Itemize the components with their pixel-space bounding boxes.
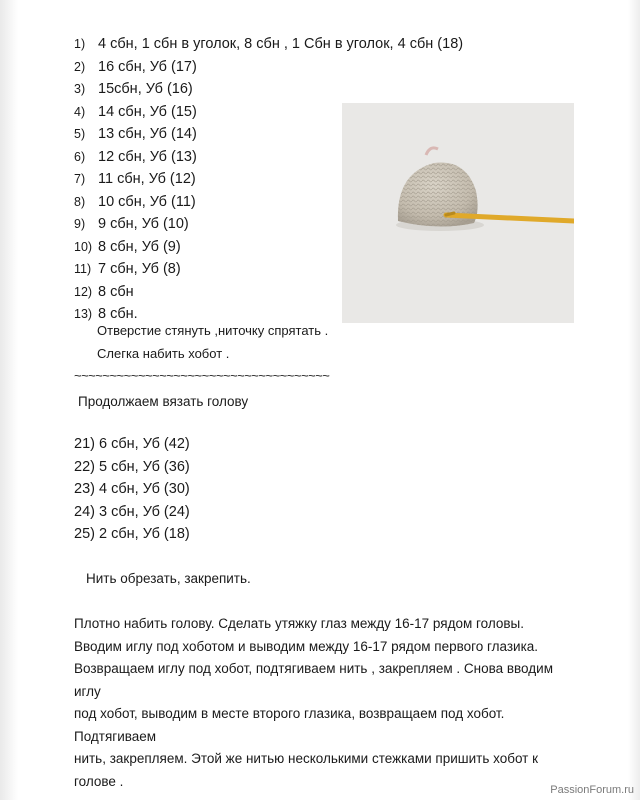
step-number: 13) (74, 307, 93, 321)
head-row: 21) 6 сбн, Уб (42) (74, 436, 190, 452)
step-text: 14 сбн, Уб (15) (98, 103, 197, 120)
step-number: 7) (74, 172, 86, 186)
step-text: 16 сбн, Уб (17) (98, 58, 197, 75)
step-number: 8) (74, 194, 86, 209)
step-number: 10) (74, 239, 93, 254)
step-text: 9 сбн, Уб (10) (98, 216, 189, 232)
step-row (74, 281, 344, 304)
page-shadow-right (628, 0, 640, 800)
step-row (74, 213, 344, 236)
head-row: 25) 2 сбн, Уб (18) (74, 526, 190, 542)
head-row: 22) 5 сбн, Уб (36) (74, 458, 190, 475)
paragraph-line: Плотно набить голову. Сделать утяжку глаз между 16-17 рядом головы. (74, 616, 524, 631)
step-number: 1) (74, 37, 86, 51)
yarn-tail (426, 148, 438, 155)
step-row (74, 123, 344, 146)
step-text: 10 сбн, Уб (11) (98, 193, 196, 210)
step-text: 12 сбн, Уб (13) (98, 148, 197, 165)
step-row (74, 236, 344, 259)
step-text: 11 сбн, Уб (12) (98, 171, 196, 187)
note-stuff: Слегка набить хобот . (97, 346, 230, 361)
step-text: 13 сбн, Уб (14) (98, 126, 197, 142)
step-row (74, 146, 344, 169)
crochet-photo (342, 103, 574, 323)
step-number: 12) (74, 284, 93, 299)
step-number: 2) (74, 59, 86, 74)
head-rows (74, 433, 190, 546)
paragraph-line: нить, закрепляем. Этой же нитью несколькими стежками пришить хобот к (74, 751, 538, 766)
step-number: 5) (74, 127, 86, 141)
step-text: 8 сбн, Уб (9) (98, 238, 181, 255)
step-row (74, 168, 344, 191)
head-row: 23) 4 сбн, Уб (30) (74, 481, 190, 497)
step-row (74, 78, 344, 101)
step-row (74, 33, 464, 56)
step-number: 9) (74, 217, 86, 231)
step-row (74, 258, 344, 281)
finish-instruction: Нить обрезать, закрепить. (86, 571, 251, 586)
step-text: 8 сбн (98, 283, 134, 300)
step-row (74, 101, 344, 124)
step-number: 4) (74, 104, 86, 119)
step-text: 8 сбн. (98, 306, 138, 322)
step-text: 7 сбн, Уб (8) (98, 261, 181, 277)
paragraph-line: голове . (74, 773, 124, 789)
paragraph-line: под хобот, выводим в месте второго глазика, возвращаем под хобот. Подтягиваем (74, 706, 505, 744)
page-shadow-left (0, 0, 18, 800)
paragraph-line: Возвращаем иглу под хобот, подтягиваем нить , закрепляем . Снова вводим иглу (74, 661, 553, 699)
step-number: 11) (74, 262, 92, 276)
step-number: 6) (74, 149, 86, 164)
note-tighten: Отверстие стянуть ,ниточку спрятать . (97, 323, 329, 338)
paragraph-line: Вводим иглу под хоботом и выводим между 16-17 рядом первого глазика. (74, 638, 539, 654)
tilde-divider: ~~~~~~~~~~~~~~~~~~~~~~~~~~~~~~~~~~~~ (74, 368, 330, 383)
crocheted-trunk-illustration (342, 103, 574, 323)
pattern-steps (74, 33, 464, 326)
section-heading: Продолжаем вязать голову (78, 394, 249, 409)
step-text: 4 сбн, 1 сбн в уголок, 8 сбн , 1 Сбн в уголок, 4 сбн (18) (98, 36, 464, 52)
step-row (74, 56, 344, 79)
step-text: 15сбн, Уб (16) (98, 81, 193, 97)
head-row: 24) 3 сбн, Уб (24) (74, 503, 190, 520)
watermark: PassionForum.ru (550, 784, 634, 796)
step-number: 3) (74, 82, 86, 96)
step-row (74, 191, 344, 214)
instruction-paragraph (74, 613, 574, 793)
